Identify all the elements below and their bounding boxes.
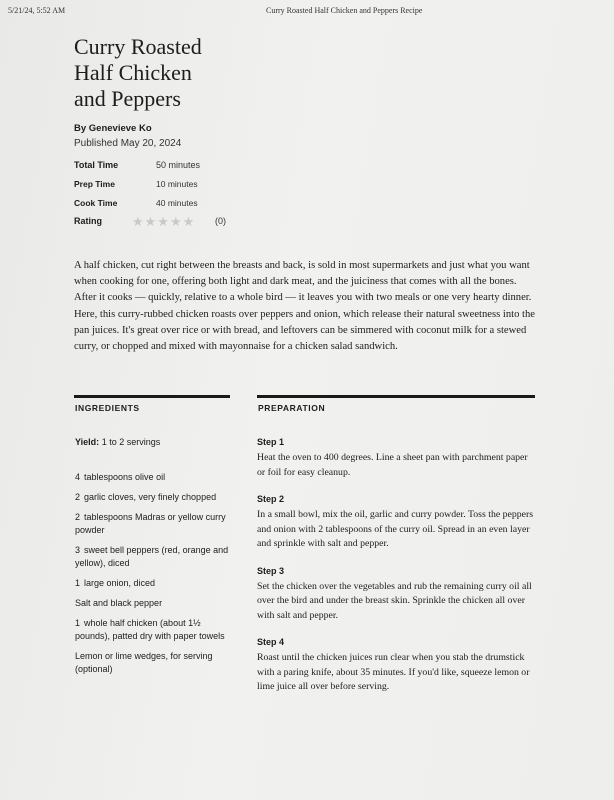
step-text: In a small bowl, mix the oil, garlic and curry powder. Toss the peppers and onion with 2 tablespoons of the curry oil. Spread in an even layer and sprinkle with salt and pepper. [257, 509, 534, 549]
yield-label: Yield: [75, 437, 100, 447]
rating-count: (0) [215, 216, 226, 226]
print-doc-title: Curry Roasted Half Chicken and Peppers Recipe [266, 6, 423, 15]
step [257, 437, 537, 480]
ingredients-heading: INGREDIENTS [75, 403, 140, 413]
print-date: 5/21/24, 5:52 AM [8, 6, 66, 15]
step-text: Heat the oven to 400 degrees. Line a sheet pan with parchment paper or foil for easy cleanup. [257, 452, 528, 478]
recipe-title [74, 34, 274, 112]
ingredient-text: whole half chicken (about 1½ pounds), patted dry with paper towels [75, 618, 225, 641]
meta-label: Prep Time [74, 179, 115, 189]
preparation-steps [257, 437, 537, 709]
meta-value: 40 minutes [156, 198, 198, 208]
ingredient-item [75, 617, 235, 643]
ingredient-item [75, 544, 235, 570]
step-label: Step 2 [257, 494, 285, 504]
ingredient-text: Lemon or lime wedges, for serving (optional) [75, 651, 213, 674]
ingredient-qty: 2 [75, 512, 81, 522]
step-text: Roast until the chicken juices run clear when you stab the drumstick with a paring knife, about 35 minutes. If you'd like, squeeze lemon or lime juice all over before serving. [257, 652, 530, 692]
published-date: Published May 20, 2024 [74, 138, 182, 149]
ingredient-item [75, 511, 235, 537]
ingredient-qty: 2 [75, 492, 81, 502]
step-text: Set the chicken over the vegetables and rub the remaining curry oil all over the bird and under the breast skin. Sprinkle the chicken all over with salt and pepper. [257, 580, 532, 621]
ingredient-text: tablespoons olive oil [84, 472, 166, 482]
ingredient-qty: 1 [75, 618, 81, 628]
ingredient-text: Salt and black pepper [75, 598, 163, 608]
meta-value: 10 minutes [156, 179, 198, 189]
ingredient-item [75, 577, 235, 590]
rating-stars-icon[interactable]: ★★★★★ [132, 214, 196, 229]
ingredient-qty: 4 [75, 472, 81, 482]
ingredient-qty: 1 [75, 578, 81, 588]
step [257, 566, 537, 624]
yield [75, 437, 160, 447]
ingredient-qty: 3 [75, 545, 81, 555]
step [257, 494, 537, 552]
ingredient-item [75, 491, 235, 504]
rating-label: Rating [74, 216, 102, 226]
byline: By Genevieve Ko [74, 123, 152, 134]
ingredient-text: sweet bell peppers (red, orange and yellow), diced [75, 545, 229, 568]
yield-value: 1 to 2 servings [101, 437, 161, 447]
step-label: Step 3 [257, 565, 285, 576]
ingredient-item [75, 597, 235, 610]
meta-label: Total Time [74, 160, 119, 170]
recipe-title-line: Half Chicken [74, 60, 192, 85]
ingredient-text: garlic cloves, very finely chopped [84, 492, 217, 502]
ingredient-item [75, 650, 235, 676]
ingredients-rule [74, 395, 230, 398]
intro-paragraph: A half chicken, cut right between the breasts and back, is sold in most supermarkets and just what you want when cooking for one, offering both light and dark meat, and the juiciness that comes with all the bones. After it cooks — quickly, relative to a whole bird — it leaves you with two meals or one very hearty dinner. Here, this curry-rubbed chicken roasts over peppers and onion, which release their natural sweetness into the pan juices. It's great over rice or with bread, and leftovers can be simmered with coconut milk for a stewed curry, or chopped and mixed with mayonnaise for a chicken salad sandwich. [74, 260, 535, 353]
recipe-title-line: and Peppers [74, 86, 181, 111]
recipe-title-line: Curry Roasted [74, 34, 202, 59]
meta-label: Cook Time [74, 198, 118, 208]
step [257, 637, 537, 695]
preparation-heading: PREPARATION [258, 403, 326, 413]
step-label: Step 4 [257, 637, 285, 647]
preparation-rule [257, 395, 535, 398]
ingredient-item [75, 471, 235, 484]
meta-value: 50 minutes [156, 160, 201, 170]
ingredient-text: tablespoons Madras or yellow curry powder [75, 512, 226, 535]
ingredients-list [75, 471, 235, 683]
step-label: Step 1 [257, 437, 285, 447]
ingredient-text: large onion, diced [84, 578, 156, 588]
